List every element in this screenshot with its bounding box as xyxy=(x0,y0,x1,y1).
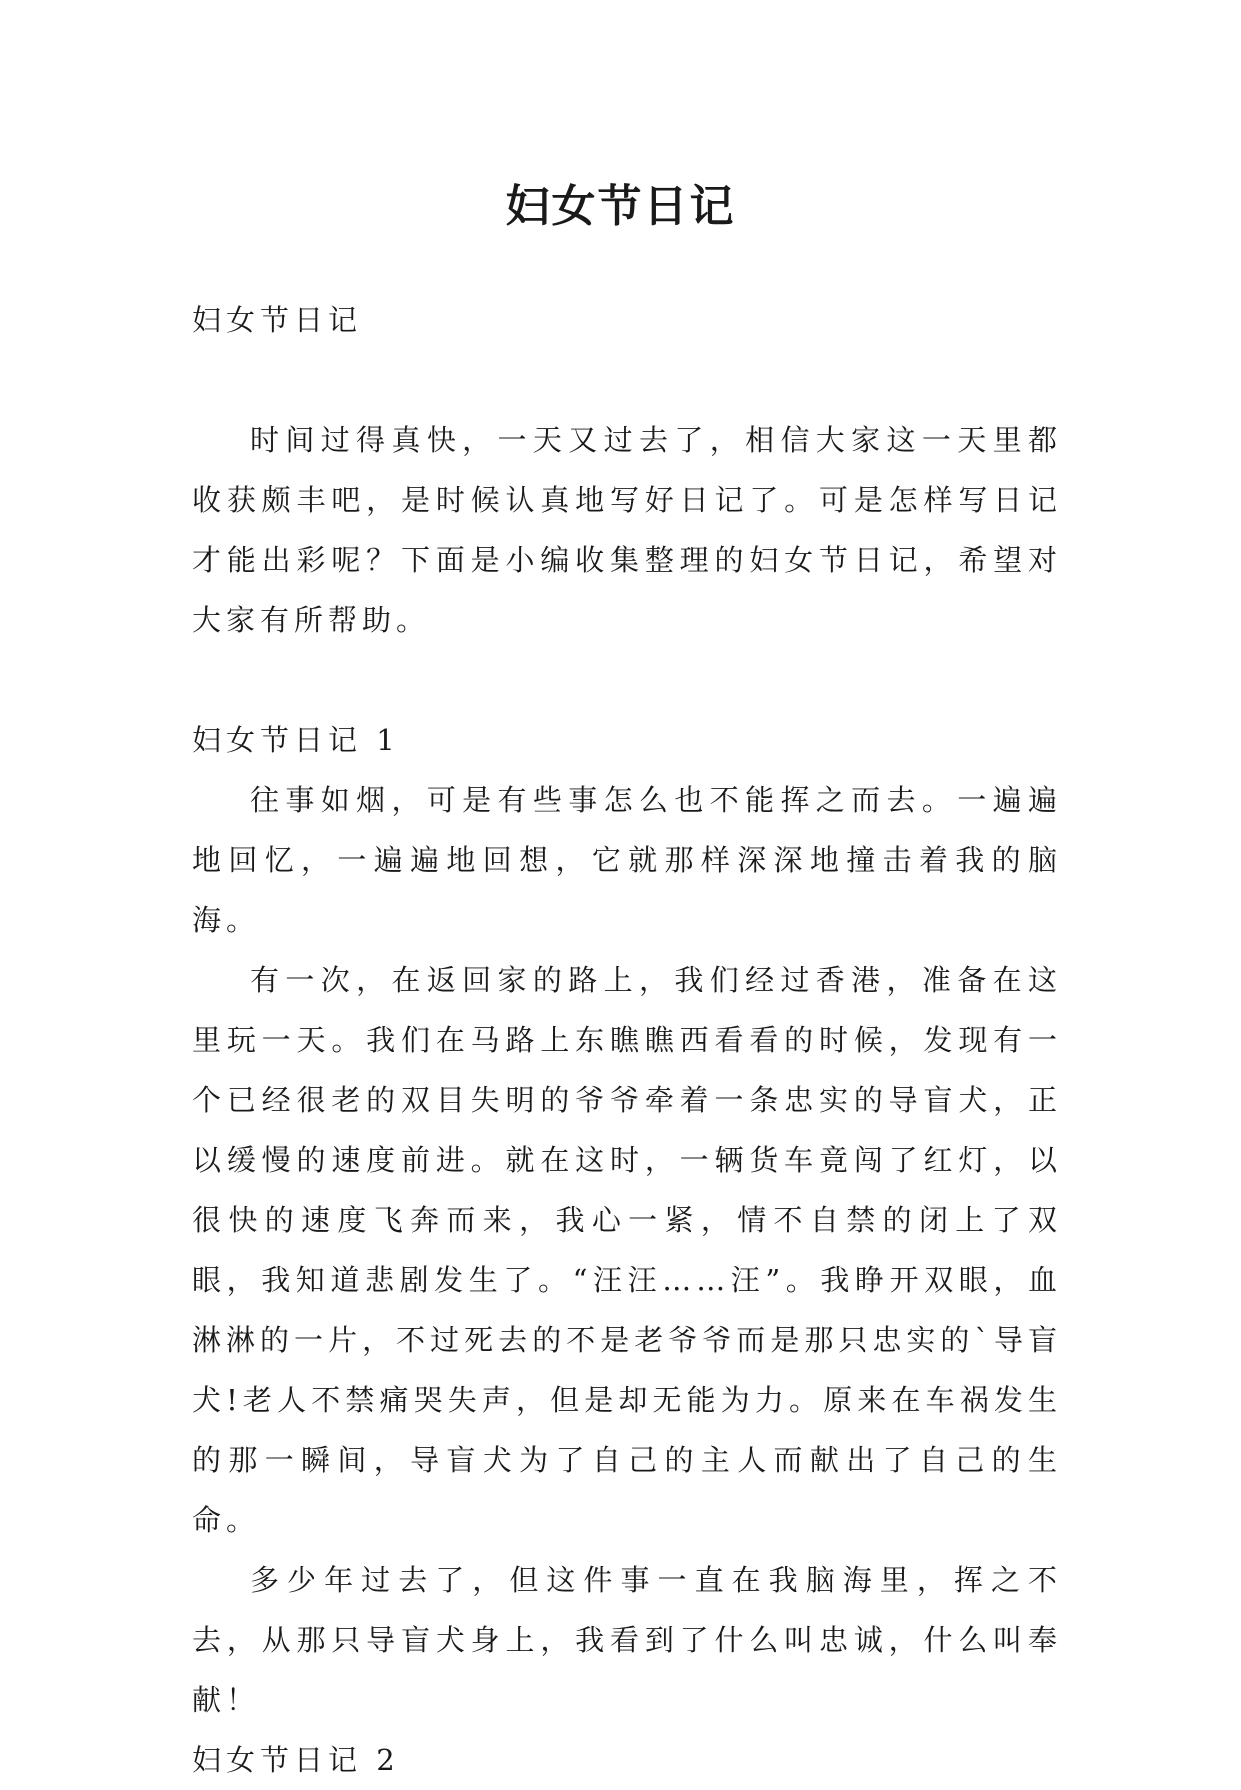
spacer xyxy=(192,350,1062,410)
section-1-paragraph-3: 多少年过去了，但这件事一直在我脑海里，挥之不去，从那只导盲犬身上，我看到了什么叫忠诚，什么叫奉献！ xyxy=(192,1563,1062,1717)
section-1-paragraph-1: 往事如烟，可是有些事怎么也不能挥之而去。一遍遍地回忆，一遍遍地回想，它就那样深深地撞击着我的脑海。 xyxy=(192,783,1062,937)
section-1-heading: 妇女节日记 1 xyxy=(192,723,400,757)
document-subtitle: 妇女节日记 xyxy=(192,303,363,337)
document-title: 妇女节日记 xyxy=(505,181,736,233)
section-2-heading: 妇女节日记 2 xyxy=(192,1743,400,1777)
document-body xyxy=(192,290,1062,1790)
spacer xyxy=(192,650,1062,710)
section-1-paragraph-2: 有一次，在返回家的路上，我们经过香港，准备在这里玩一天。我们在马路上东瞧瞧西看看的时候，发现有一个已经很老的双目失明的爷爷牵着一条忠实的导盲犬，正以缓慢的速度前进。就在这时，一辆货车竟闯了红灯，以很快的速度飞奔而来，我心一紧，情不自禁的闭上了双眼，我知道悲剧发生了。“汪汪……汪”。我睁开双眼，血淋淋的一片，不过死去的不是老爷爷而是那只忠实的`导盲犬!老人不禁痛哭失声，但是却无能为力。原来在车祸发生的那一瞬间，导盲犬为了自己的主人而献出了自己的生命。 xyxy=(192,963,1062,1537)
intro-paragraph: 时间过得真快，一天又过去了，相信大家这一天里都收获颇丰吧，是时候认真地写好日记了。可是怎样写日记才能出彩呢？下面是小编收集整理的妇女节日记，希望对大家有所帮助。 xyxy=(192,423,1062,637)
